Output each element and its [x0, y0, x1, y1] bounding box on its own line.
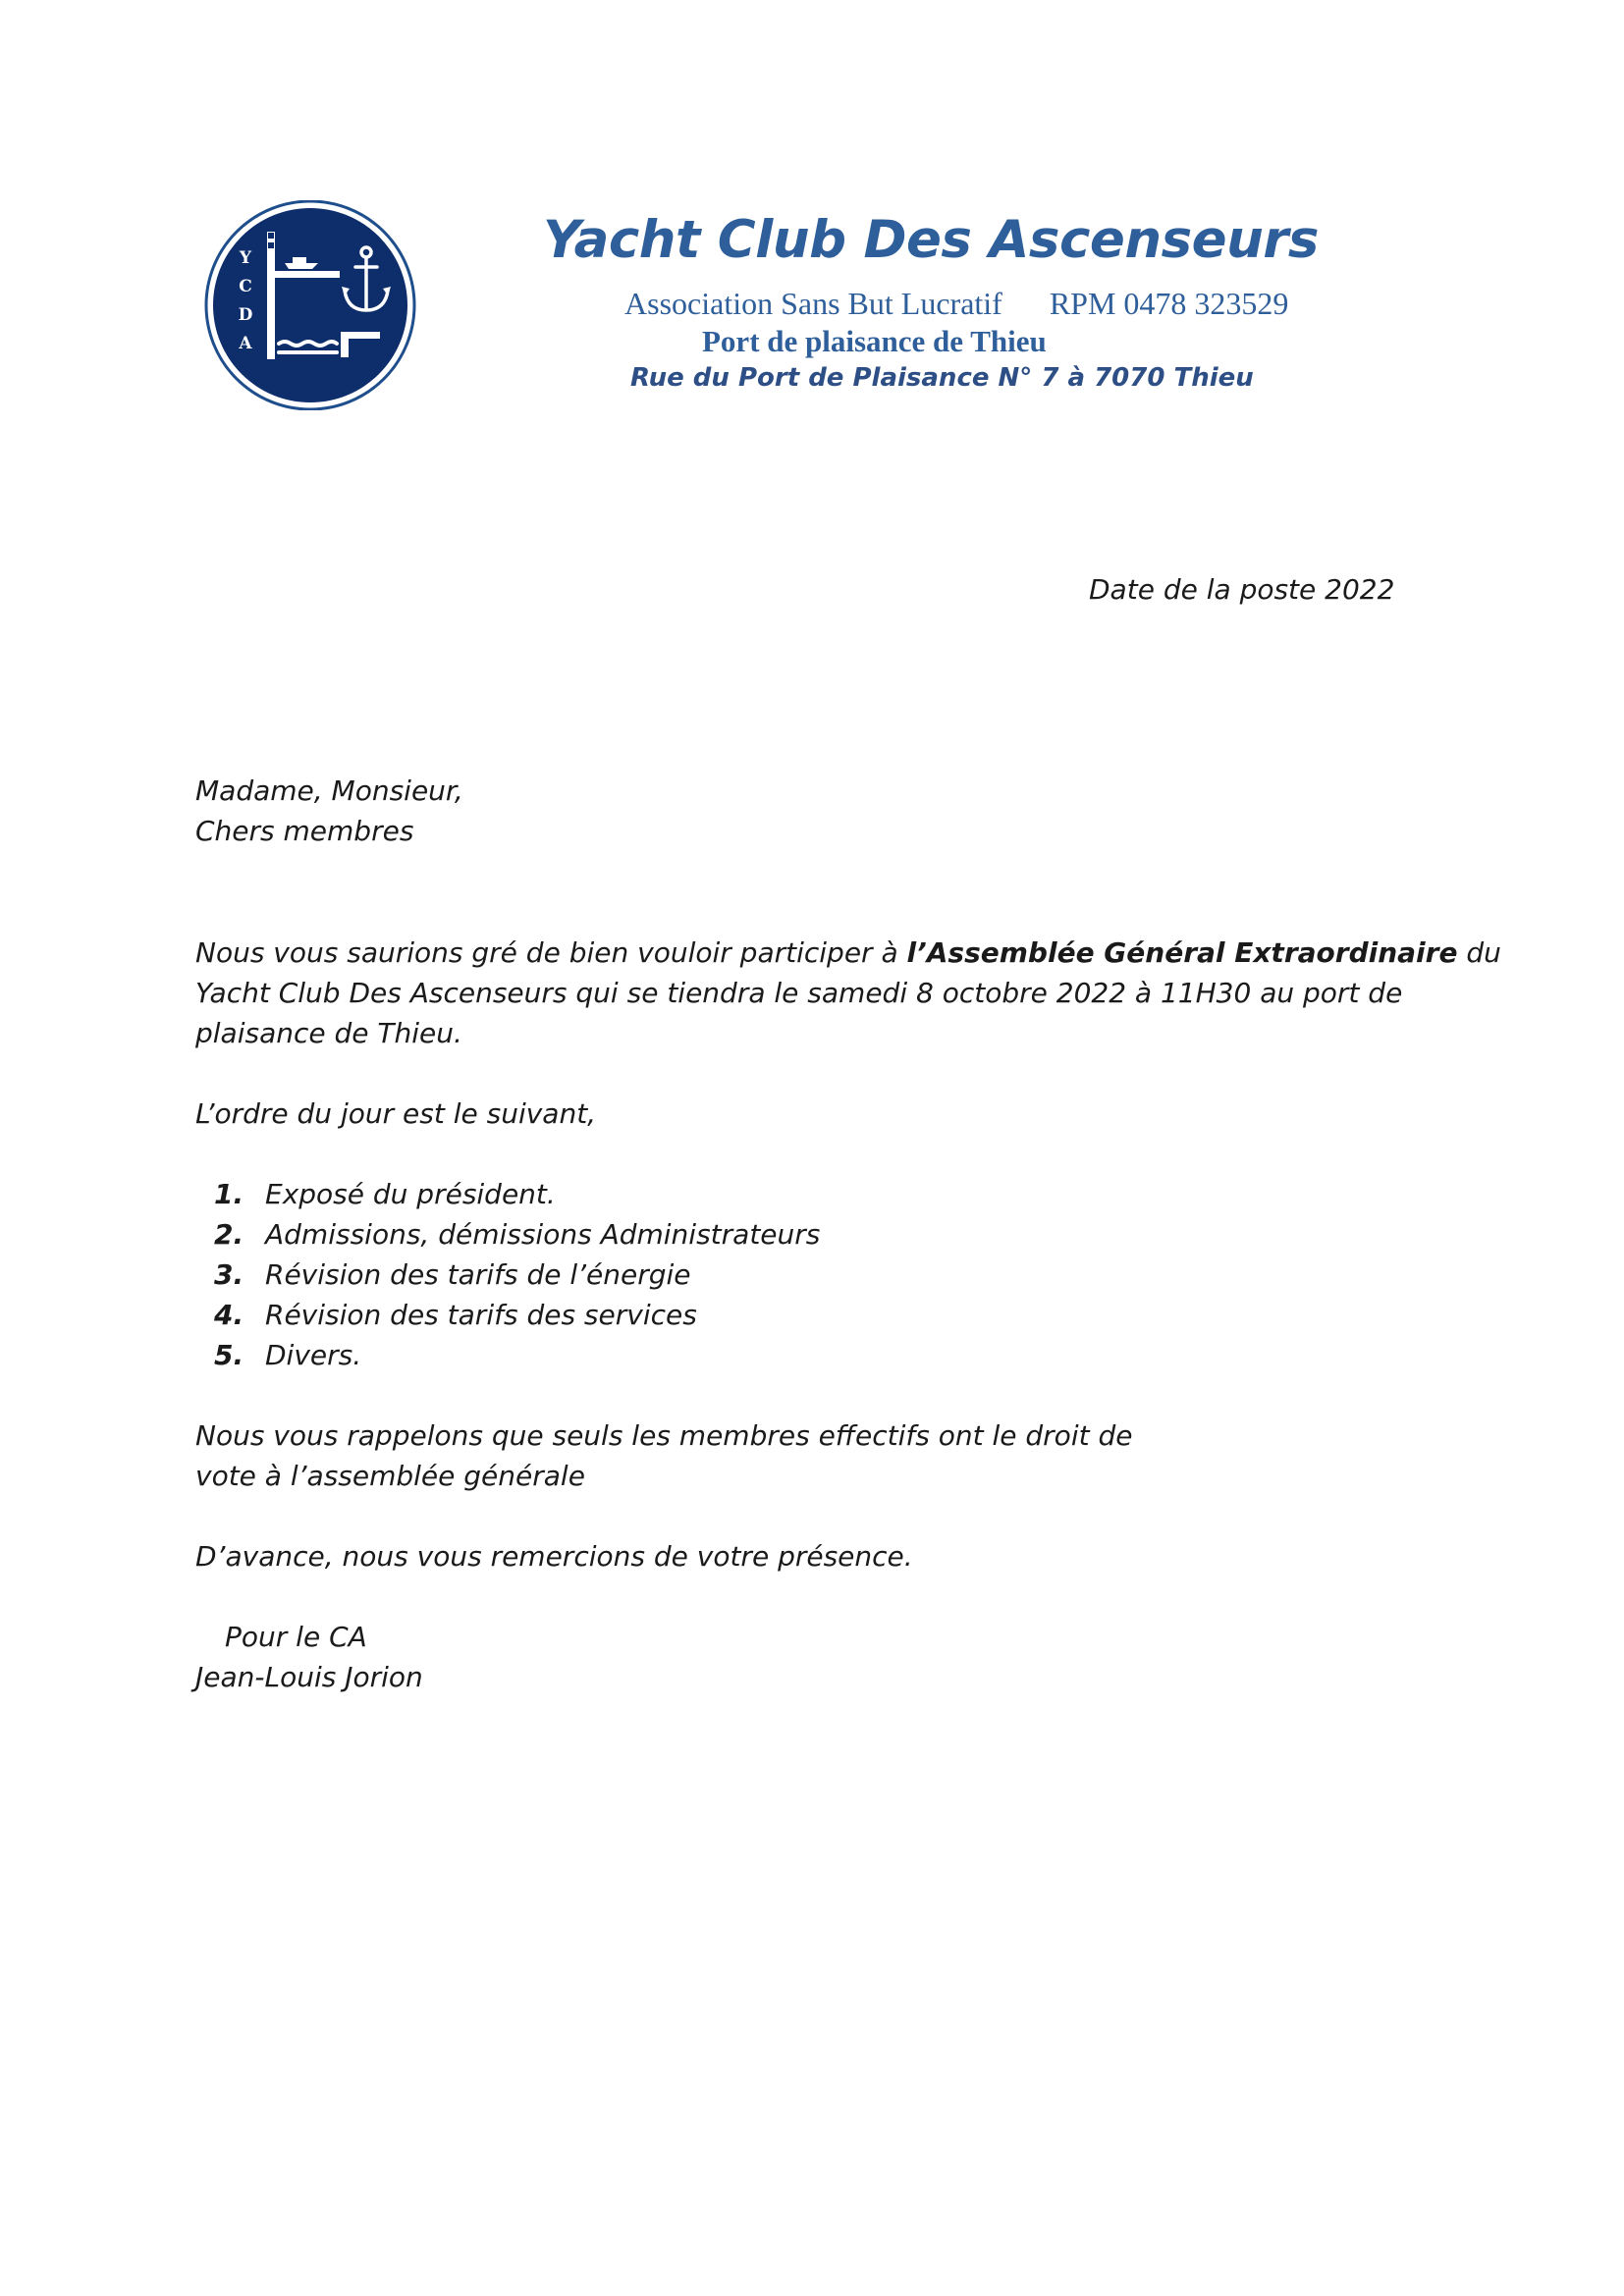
logo-letter-c: C	[239, 277, 252, 296]
agenda-item-number: 1.	[214, 1178, 244, 1210]
intro-line-1	[195, 933, 1501, 973]
agenda-item	[214, 1255, 820, 1295]
agenda-item-number: 4.	[214, 1299, 244, 1331]
thanks-line: D’avance, nous vous remercions de votre présence.	[195, 1540, 913, 1573]
agenda-item-text: Exposé du président.	[265, 1178, 556, 1210]
agenda-list	[214, 1174, 820, 1375]
rpm-number: RPM 0478 323529	[1049, 286, 1289, 321]
reminder-line-2: vote à l’assemblée générale	[195, 1460, 585, 1492]
agenda-item	[214, 1174, 820, 1214]
agenda-item	[214, 1295, 820, 1335]
agenda-item	[214, 1335, 820, 1375]
intro-post: du	[1457, 936, 1501, 969]
agenda-item-number: 2.	[214, 1218, 244, 1251]
logo-letter-a: A	[239, 334, 252, 353]
agenda-item-text: Révision des tarifs des services	[265, 1299, 697, 1331]
club-name: Yacht Club Des Ascenseurs	[543, 210, 1319, 270]
agenda-item	[214, 1214, 820, 1255]
club-address: Rue du Port de Plaisance N° 7 à 7070 Thieu	[630, 363, 1254, 393]
agenda-item-number: 3.	[214, 1258, 244, 1291]
intro-line-3: plaisance de Thieu.	[195, 1017, 462, 1049]
letter-date: Date de la poste 2022	[1089, 573, 1395, 606]
signature-role: Pour le CA	[225, 1621, 367, 1653]
agenda-item-number: 5.	[214, 1339, 244, 1371]
intro-line-2: Yacht Club Des Ascenseurs qui se tiendra le samedi 8 octobre 2022 à 11H30 au port de	[195, 977, 1403, 1009]
assembly-name: l’Assemblée Général Extraordinaire	[906, 936, 1458, 969]
ycda-logo	[198, 200, 422, 410]
agenda-item-text: Admissions, démissions Administrateurs	[265, 1218, 821, 1251]
logo-letter-d: D	[238, 305, 253, 325]
agenda-item-text: Révision des tarifs de l’énergie	[265, 1258, 691, 1291]
association-status: Association Sans But Lucratif	[624, 286, 1002, 321]
association-line	[624, 286, 1288, 322]
logo-letter-y: Y	[239, 248, 252, 268]
salutation-line-1: Madame, Monsieur,	[195, 774, 463, 807]
agenda-intro: L’ordre du jour est le suivant,	[195, 1097, 597, 1130]
agenda-item-text: Divers.	[265, 1339, 362, 1371]
intro-pre: Nous vous saurions gré de bien vouloir participer à	[195, 936, 907, 969]
signature-name: Jean-Louis Jorion	[195, 1661, 423, 1693]
reminder-line-1: Nous vous rappelons que seuls les membres effectifs ont le droit de	[195, 1419, 1133, 1452]
salutation-line-2: Chers membres	[195, 815, 414, 847]
port-name: Port de plaisance de Thieu	[702, 324, 1047, 358]
